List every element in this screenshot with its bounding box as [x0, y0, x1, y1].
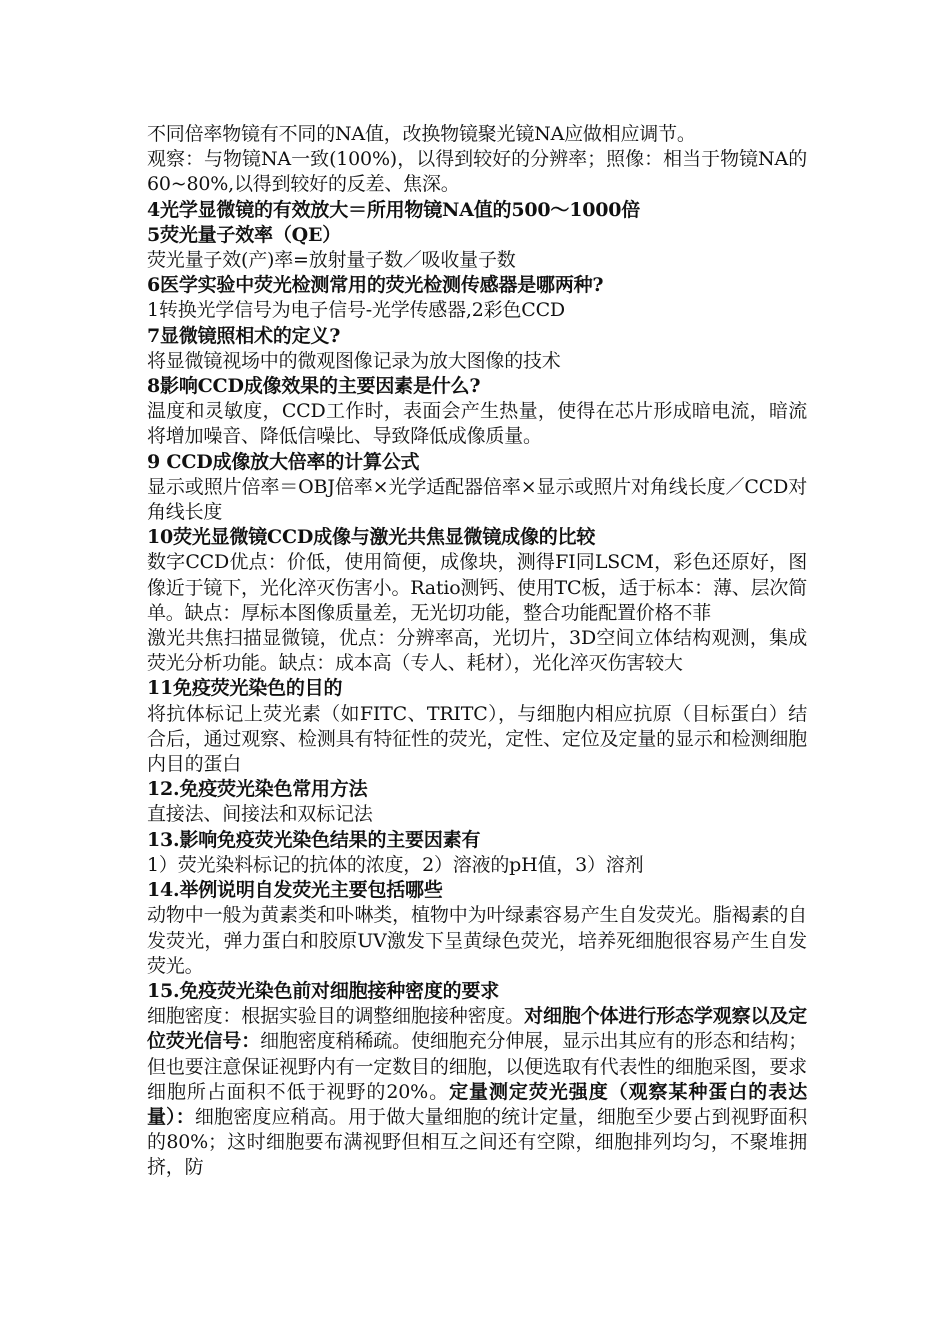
paragraph-6: 1转换光学信号为电子信号-光学传感器,2彩色CCD [147, 299, 565, 322]
paragraph-5: 荧光量子效(产)率=放射量子数／吸收量子数 [147, 249, 516, 272]
paragraph-13: 1）荧光染料标记的抗体的浓度，2）溶液的pH值，3）溶剂 [147, 853, 644, 876]
paragraph-na-adjust: 不同倍率物镜有不同的NA值，改换物镜聚光镜NA应做相应调节。 [147, 123, 696, 145]
text-15e: 细胞密度应稍高。用于做大量细胞的统计定量，细胞至少要占到视野面积的80%；这时细胞要布满视野但相互之间还有空隙，细胞排列均匀，不聚堆拥挤，防 [147, 1105, 807, 1179]
paragraph-10a: 数字CCD优点：价低，使用简便，成像块，测得FI同LSCM，彩色还原好，图像近于镜下，光化淬灭伤害小。Ratio测钙、使用TC板，适于标本：薄、层次简单。缺点：厚标本图像质量差，无光切功能，整合功能配置价格不菲 [147, 551, 807, 624]
paragraph-9: 显示或照片倍率＝OBJ倍率×光学适配器倍率×显示或照片对角线长度／CCD对角线长度 [147, 475, 807, 524]
paragraph-11: 将抗体标记上荧光素（如FITC、TRITC），与细胞内相应抗原（目标蛋白）结合后，通过观察、检测具有特征性的荧光，定性、定位及定量的显示和检测细胞内目的蛋白 [147, 702, 807, 776]
heading-10: 10荧光显微镜CCD成像与激光共焦显微镜成像的比较 [147, 526, 596, 549]
heading-7: 7显微镜照相术的定义? [147, 324, 341, 347]
heading-9: 9 CCD成像放大倍率的计算公式 [147, 450, 420, 473]
heading-5: 5荧光量子效率（QE） [147, 223, 342, 246]
heading-8: 8影响CCD成像效果的主要因素是什么? [147, 375, 481, 398]
paragraph-observation: 观察：与物镜NA一致(100%)，以得到较好的分辨率；照像：相当于物镜NA的60~80%,以得到较好的反差、焦深。 [147, 148, 807, 196]
text-15d: 定量测定荧光强度（观察某种蛋白的表达量）： [147, 1080, 807, 1128]
paragraph-7: 将显微镜视场中的微观图像记录为放大图像的技术 [147, 349, 561, 372]
text-15b: 对细胞个体进行形态学观察以及定位荧光信号： [147, 1005, 807, 1053]
document-body [147, 122, 807, 1181]
heading-14: 14.举例说明自发荧光主要包括哪些 [147, 879, 443, 902]
text-15a: 细胞密度：根据实验目的调整细胞接种密度。 [147, 1005, 525, 1028]
paragraph-12: 直接法、间接法和双标记法 [147, 803, 373, 826]
heading-4: 4光学显微镜的有效放大＝所用物镜NA值的500～1000倍 [147, 198, 641, 221]
paragraph-15 [147, 1004, 807, 1180]
text-15c: 细胞密度稍稀疏。使细胞充分伸展，显示出其应有的形态和结构；但也要注意保证视野内有一定数目的细胞，以便选取有代表性的细胞采图，要求细胞所占面积不低于视野的20%。 [147, 1030, 807, 1103]
paragraph-8: 温度和灵敏度，CCD工作时，表面会产生热量，使得在芯片形成暗电流，暗流将增加噪音、降低信噪比、导致降低成像质量。 [147, 400, 807, 448]
heading-13: 13.影响免疫荧光染色结果的主要因素有 [147, 828, 481, 851]
paragraph-14: 动物中一般为黄素类和卟啉类，植物中为叶绿素容易产生自发荧光。脂褐素的自发荧光，弹力蛋白和胶原UV激发下呈黄绿色荧光，培养死细胞很容易产生自发荧光。 [147, 904, 807, 977]
heading-11: 11免疫荧光染色的目的 [147, 677, 343, 700]
heading-12: 12.免疫荧光染色常用方法 [147, 778, 368, 801]
paragraph-10b: 激光共焦扫描显微镜，优点：分辨率高，光切片，3D空间立体结构观测，集成荧光分析功能。缺点：成本高（专人、耗材），光化淬灭伤害较大 [147, 627, 807, 675]
heading-6: 6医学实验中荧光检测常用的荧光检测传感器是哪两种? [147, 274, 604, 297]
heading-15: 15.免疫荧光染色前对细胞接种密度的要求 [147, 979, 500, 1002]
